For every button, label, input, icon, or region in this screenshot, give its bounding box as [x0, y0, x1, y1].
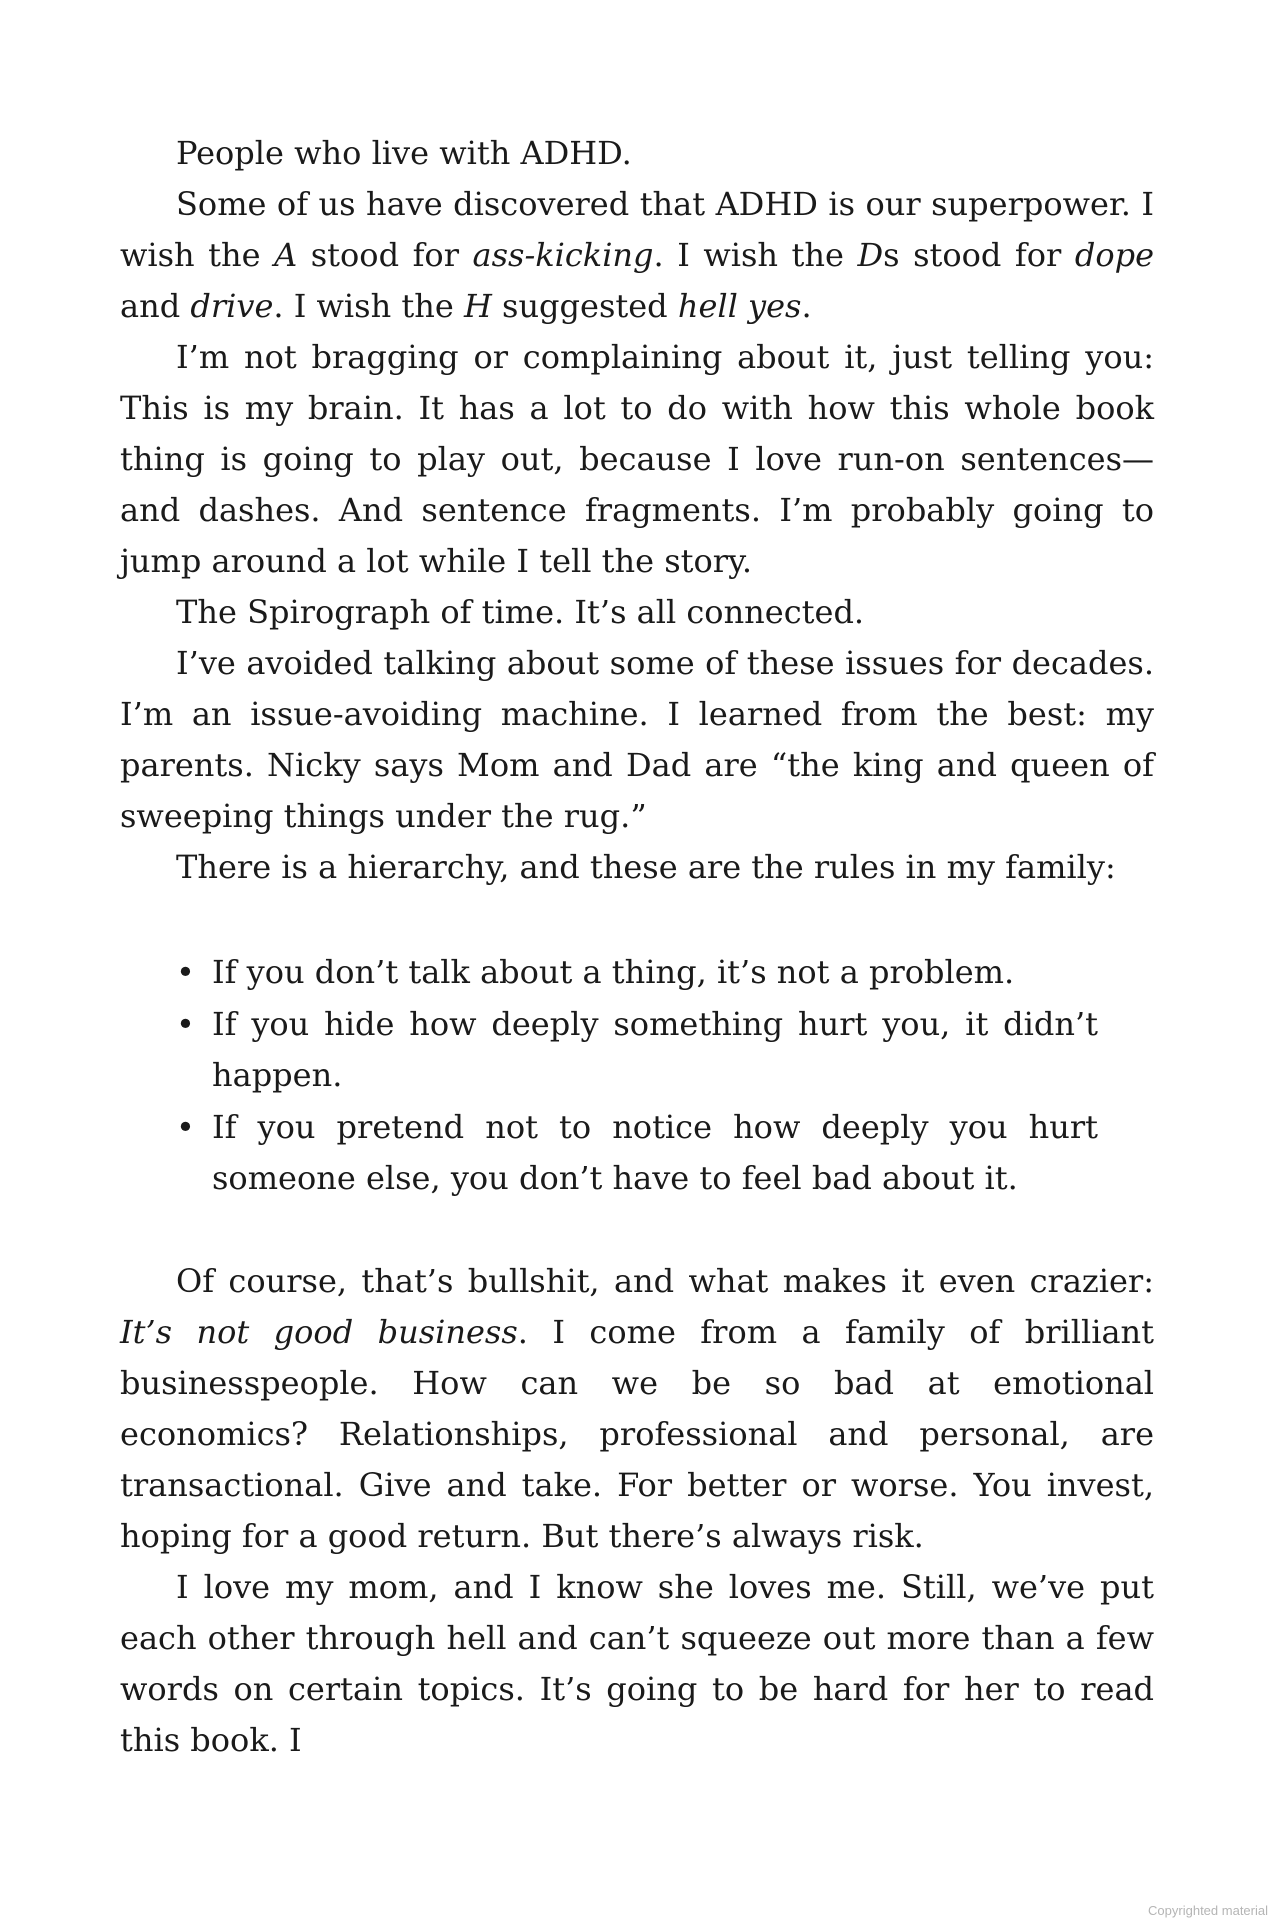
- italic-letter-a: A: [274, 236, 298, 274]
- text-fragment: . I wish the: [273, 287, 464, 325]
- text-fragment: Some of us have discovered that ADHD is our superpower. I wish the: [120, 185, 1154, 274]
- text-fragment: and: [120, 287, 191, 325]
- list-item: • If you don’t talk about a thing, it’s not a problem.: [212, 947, 1098, 998]
- paragraph-hierarchy: There is a hierarchy, and these are the rules in my family:: [176, 848, 1116, 886]
- italic-letter-d: D: [857, 236, 884, 274]
- paragraph-issue-avoiding: I’ve avoided talking about some of these issues for decades. I’m an issue-avoiding machine. I learned from the best: my parents. Nicky says Mom and Dad are “the king and queen of sweeping things under the rug.”: [120, 644, 1154, 835]
- italic-ass-kicking: ass-kicking: [472, 236, 654, 274]
- paragraph-my-brain: I’m not bragging or complaining about it, just telling you: This is my brain. It has a lot to do with how this whole book thing is going to play out, because I love run-on sentences—and dashes. And sentence fragments. I’m probably going to jump around a lot while I tell the story.: [120, 338, 1154, 580]
- copyright-watermark: Copyrighted material: [1148, 1903, 1268, 1918]
- text-fragment: . I wish the: [653, 236, 858, 274]
- paragraph-good-business: [120, 1256, 1154, 1562]
- paragraph-love-my-mom: I love my mom, and I know she loves me. Still, we’ve put each other through hell and can’t squeeze out more than a few words on certain topics. It’s going to be hard for her to read this book. I: [120, 1568, 1154, 1759]
- paragraph-adhd-intro: People who live with ADHD.: [176, 134, 632, 172]
- text-fragment: Of course, that’s bullshit, and what makes it even crazier:: [176, 1262, 1154, 1300]
- text-fragment: suggested: [491, 287, 678, 325]
- italic-letter-h: H: [463, 287, 492, 325]
- paragraph-superpower: [120, 179, 1154, 332]
- italic-hell-yes: hell yes: [677, 287, 802, 325]
- list-item: • If you hide how deeply something hurt you, it didn’t happen.: [212, 999, 1098, 1101]
- list-item: • If you pretend not to notice how deeply you hurt someone else, you don’t have to feel bad about it.: [212, 1102, 1098, 1204]
- text-fragment: .: [801, 287, 812, 325]
- text-fragment: stood for: [297, 236, 473, 274]
- text-fragment: s stood for: [883, 236, 1075, 274]
- text-fragment: . I come from a family of brilliant businesspeople. How can we be so bad at emotional economics? Relationships, professional and personal, are transactional. Give and take. For better or worse. You invest, hoping for a good return. But there’s always risk.: [120, 1313, 1155, 1555]
- italic-not-good-business: It’s not good business: [120, 1313, 518, 1351]
- italic-dope: dope: [1074, 236, 1155, 274]
- paragraph-spirograph: The Spirograph of time. It’s all connected.: [176, 593, 865, 631]
- italic-drive: drive: [190, 287, 274, 325]
- family-rules-list: [120, 947, 1154, 1204]
- book-page: [120, 128, 1154, 1766]
